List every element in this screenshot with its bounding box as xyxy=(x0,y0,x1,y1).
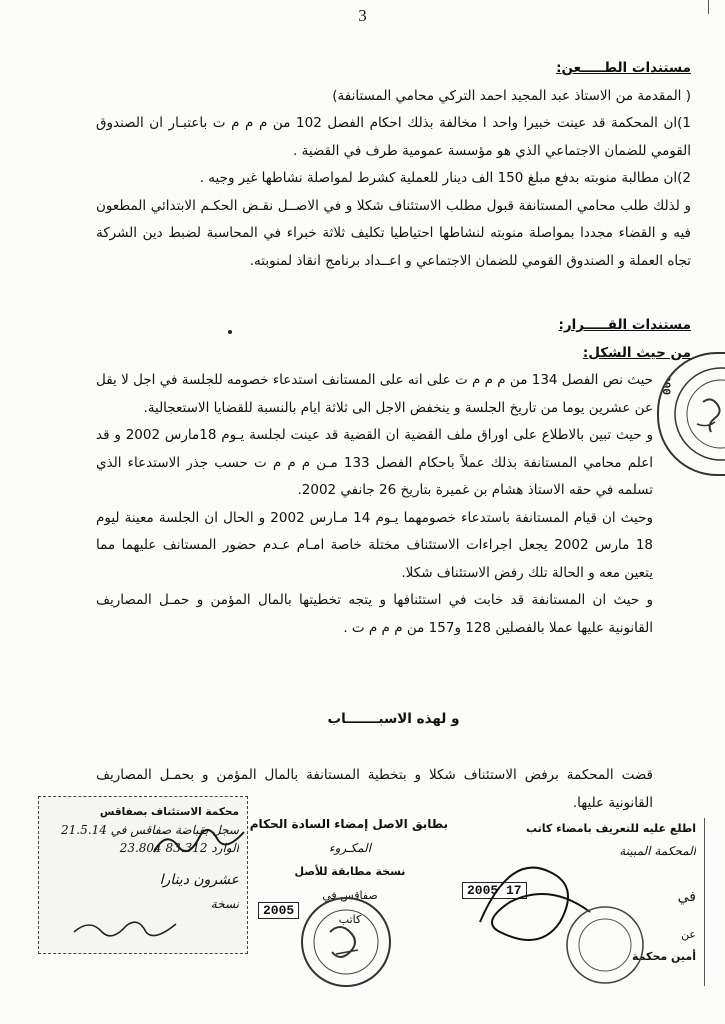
cert-center-title: بطابق الاصل إمضاء السادة الحكام xyxy=(249,817,448,831)
margin-seal-value: 2.000 xyxy=(659,362,671,396)
cert-center-date: 2005 xyxy=(258,902,299,919)
cert-right-date: 2005 17 xyxy=(462,882,527,899)
cert-center-copy: نسخة مطابقة للأصل xyxy=(294,865,406,878)
registry-stamp-registered: سجل بقباضة صفاقس في 21.5.14 xyxy=(61,823,239,837)
corner-mark xyxy=(708,0,725,14)
ruling-text: قضت المحكمة برفض الاستئناف شكلا و بتخطية المستانفة بالمال المؤمن و بحمـل المصاريف القانونية عليها. xyxy=(96,767,653,811)
page-number: 3 xyxy=(358,6,367,25)
appeal-ground-2: 2)ان مطالبة منوبته بدفع مبلغ 150 الف دينار للعملية كشرط لمواصلة نشاطها غير وجيه . xyxy=(199,170,691,186)
signature-scribble-icon xyxy=(70,912,180,942)
registry-stamp-court: محكمة الاستئناف بصفاقس xyxy=(99,806,239,818)
court-round-seal-icon xyxy=(296,892,396,992)
decision-paragraph-1: حيث نص الفصل 134 من م م م ت على انه على المستانف استدعاء خصومه للجلسة في اجل لا يقل عن عشرين يوما من تاريخ الجلسة و ينخفض الاجل الى ثلاثة ايام بالنسبة للقضايا الاستعجالية. xyxy=(96,372,653,416)
reasons-heading: و لهذه الاسبـــــــاب xyxy=(327,711,460,727)
form-heading: من حيث الشكل: xyxy=(582,344,691,361)
right-round-seal-icon xyxy=(560,900,650,990)
handwritten-scribble-icon xyxy=(150,822,250,862)
cert-center-read: المكـروء xyxy=(328,841,372,855)
cert-right-on-behalf: عن xyxy=(681,928,696,941)
decision-paragraph-2: و حيث تبين بالاطلاع على اوراق ملف القضية ان القضية قد عينت لجلسة يـوم 18مارس 2002 و قد اعلم محامي المستانفة بذلك عملاً باحكام الفصل 133 مـن م م م ت حسب جذر الاستدعاء الذي تسلمه في حقه الاستاذ هشام بن غميرة بتاريخ 26 جانفي 2002. xyxy=(96,427,653,498)
appeal-grounds-heading: مستندات الطـــــعن: xyxy=(556,60,691,76)
cert-right-court: المحكمة المبينة xyxy=(619,844,696,858)
decision-paragraph-3: وحيث ان قيام المستانفة باستدعاء خصومهما يـوم 14 مـارس 2002 و الحال ان الجلسة معينة ليوم 18 مارس 2002 يجعل اجراءات الاستئناف مختلة خاصة امـام عـدم حضور المستانف عليهما مما يتعين معه و الحالة تلك رفض الاستئناف شكلا. xyxy=(96,509,653,581)
cert-right-title: اطلع عليه للتعريف بامضاء كاتب xyxy=(526,822,696,835)
cert-right-registrar: أمين محكمة xyxy=(632,950,696,963)
cert-center-clerk: كاتب xyxy=(338,913,362,926)
decision-heading: مستندات القـــــرار: xyxy=(558,317,691,333)
reasons-section xyxy=(96,706,691,734)
cert-center-place: صفاقس في xyxy=(322,889,378,902)
decision-paragraph-4: و حيث ان المستانفة قد خابت في استئنافها و يتجه تخطيتها بالمال المؤمن و حمـل المصاريف القانونية عليها عملا بالفصلين 128 و157 من م م م ت . xyxy=(96,592,653,636)
appeal-grounds-section xyxy=(96,55,691,275)
registry-stamp-reference: الوارد 83.312 23.804 xyxy=(119,841,239,855)
appeal-request: و لذلك طلب محامي المستانفة قبول مطلب الاستئناف شكلا و في الاصــل نقـض الحكـم الابتدائي المطعون فيه و القضاء مجددا بمواصلة منوبته لنشاطها احتياطيا تكليف ثلاثة خبراء في المحاسبة لضبط دين الشركة تجاه العملة و الصندوق القومي للضمان الاجتماعي و اعــداد برنامج انقاذ لمنوبته. xyxy=(96,197,691,269)
appeal-ground-1: 1)ان المحكمة قد عينت خبيرا واحد ا مخالفة بذلك احكام الفصل 102 من م م م ت باعتبـار ان الصندوق القومي للضمان الاجتماعي الذي هو مؤسسة عمومية طرف في القضية . xyxy=(96,115,691,159)
registry-stamp-fee: عشرون دينارا xyxy=(159,872,239,888)
cert-right-in: في xyxy=(677,889,696,905)
registry-stamp-copy: نسخة xyxy=(210,897,239,911)
appeal-grounds-intro: ( المقدمة من الاستاذ عبد المجيد احمد التركي محامي المستانفة) xyxy=(332,87,691,104)
decision-section xyxy=(96,312,691,642)
